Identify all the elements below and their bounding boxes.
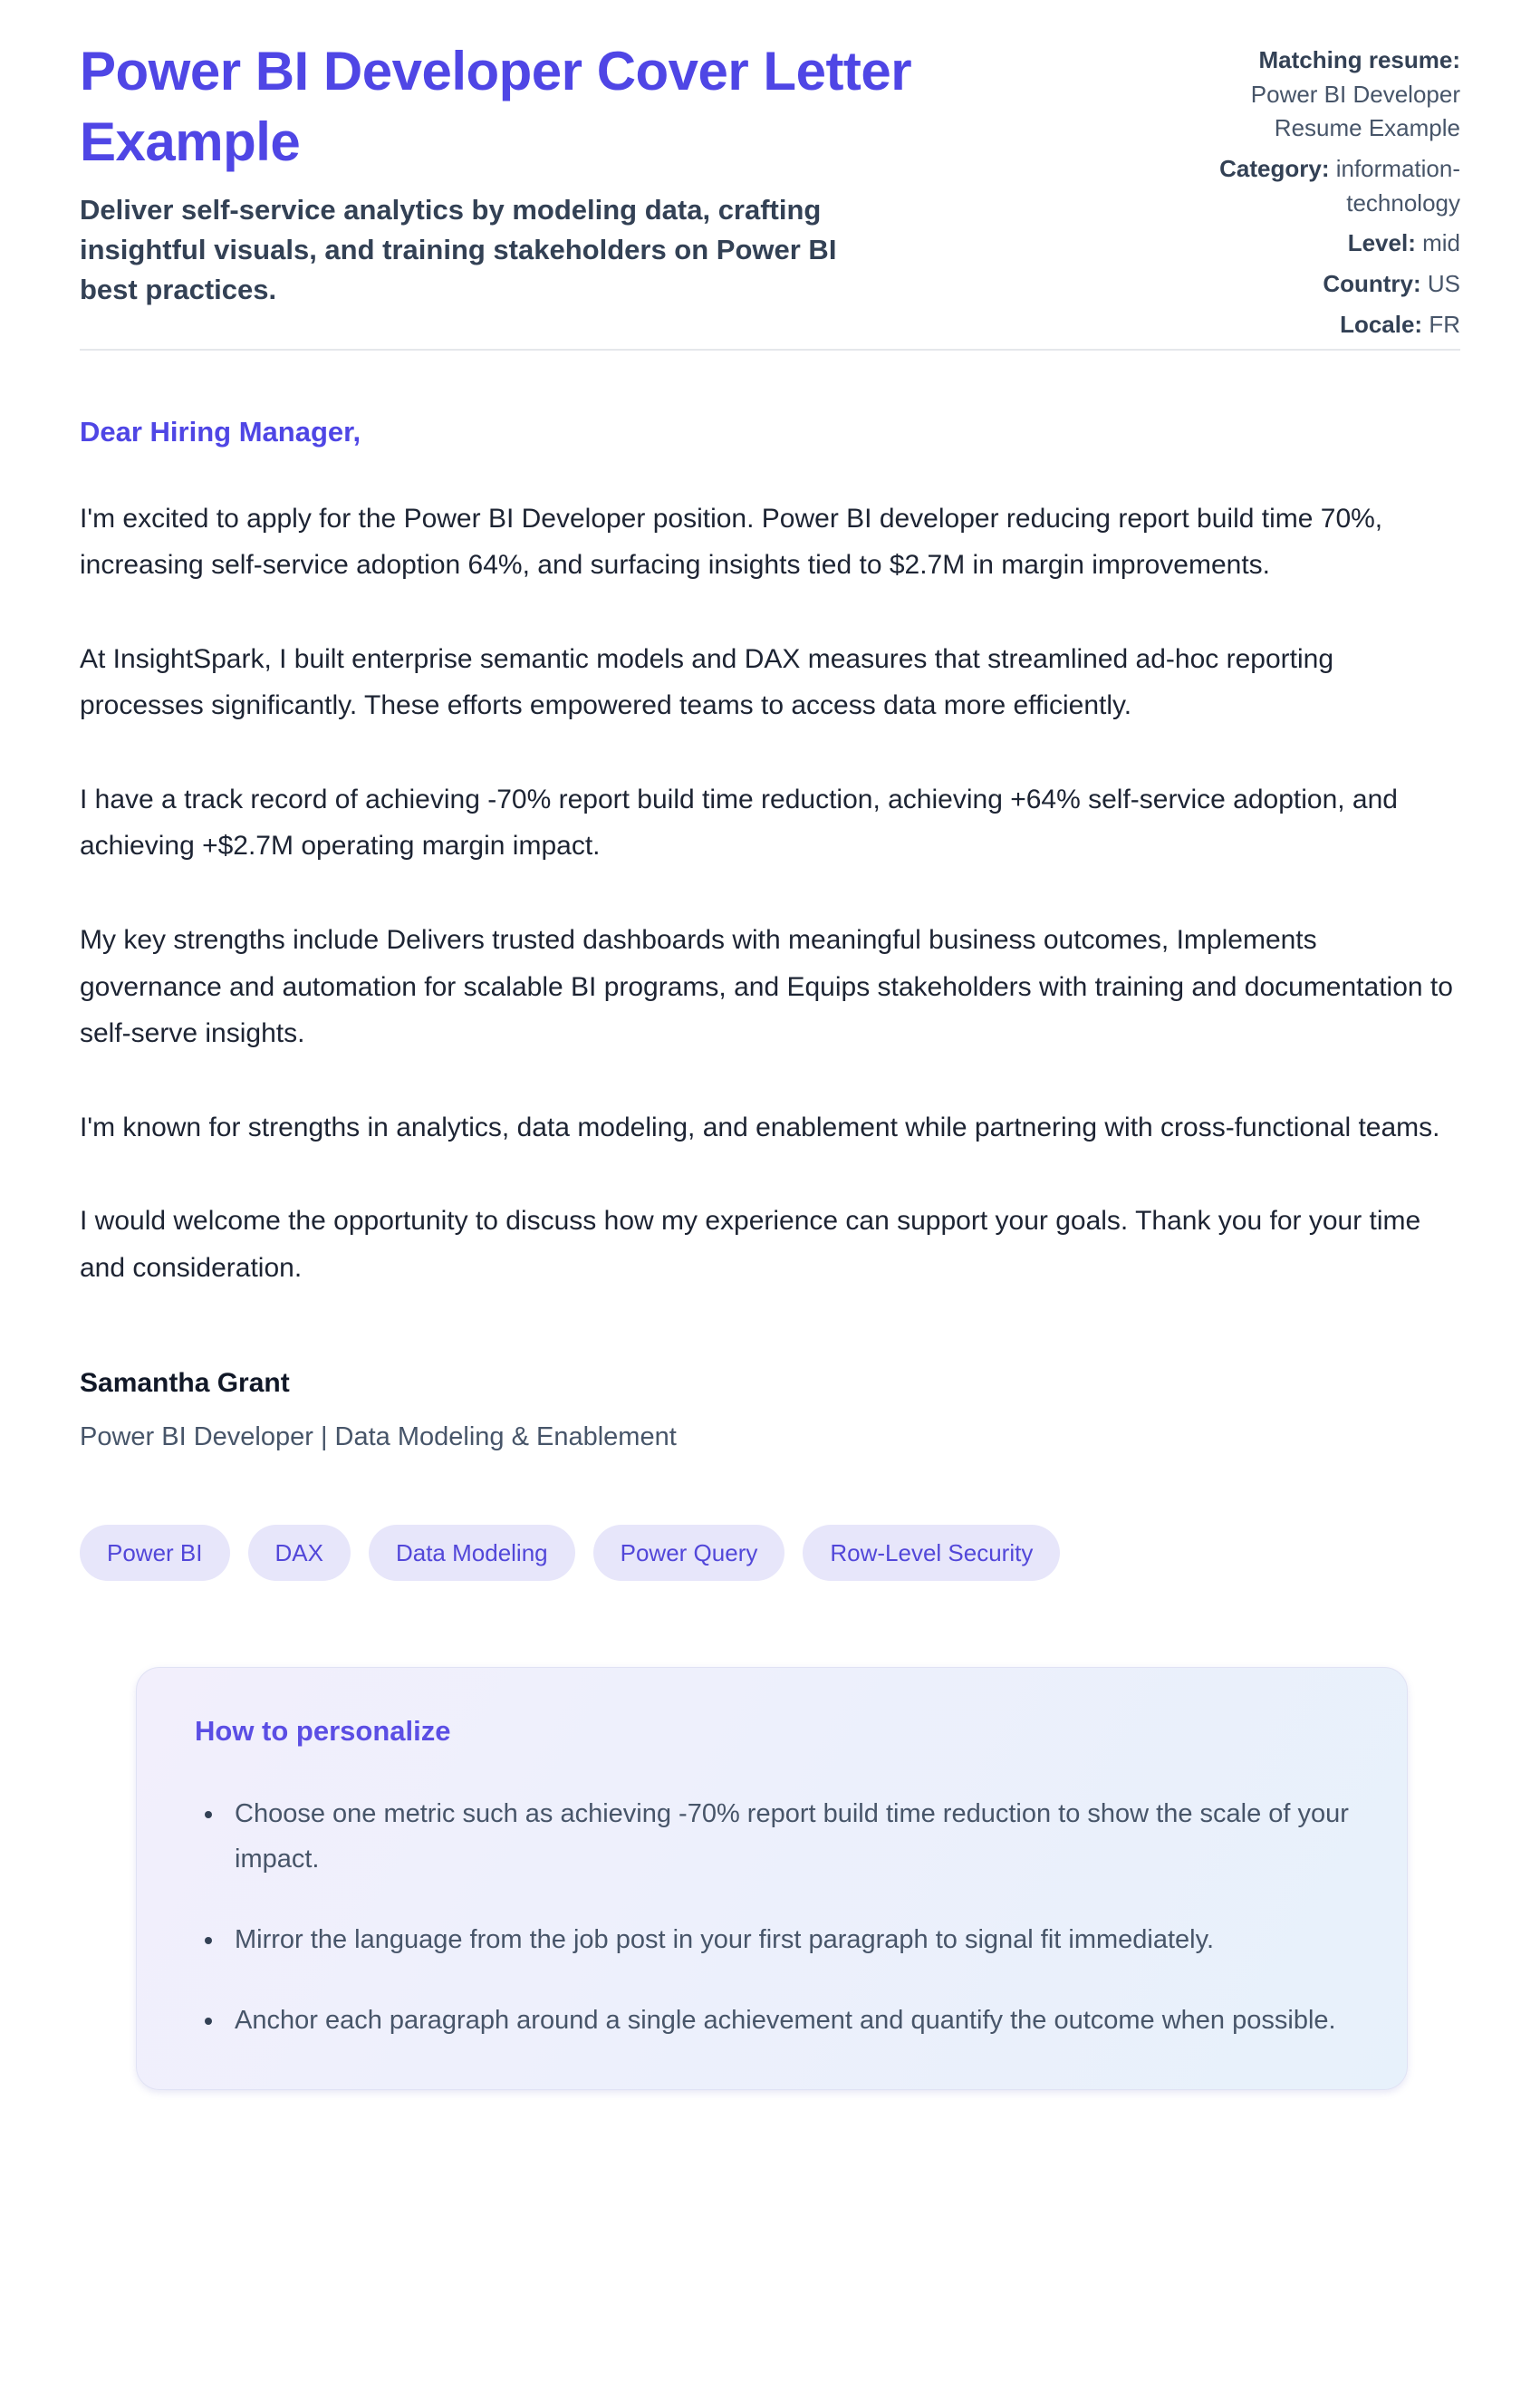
meta-country [1189,267,1460,302]
tip-item: • Mirror the language from the job post in your first paragraph to signal fit immediately. [226,1917,1349,1963]
how-to-personalize-box [136,1667,1408,2090]
greeting: Dear Hiring Manager, [80,415,361,448]
header-divider [80,349,1460,351]
meta-locale-label: Locale: [1340,310,1423,338]
letter-body [80,416,1460,2090]
skill-tag: Power Query [593,1525,785,1581]
skill-tag: Power BI [80,1525,230,1581]
page-title: Power BI Developer Cover Letter Example [80,41,912,172]
tips-list [195,1791,1349,2044]
tip-item: • Anchor each paragraph around a single achievement and quantify the outcome when possible. [226,1998,1349,2044]
meta-category-value: information-technology [1335,155,1460,217]
meta-level-label: Level: [1347,229,1416,257]
header-title-block [80,36,1131,342]
skill-tag: Row-Level Security [803,1525,1060,1581]
letter-paragraph: My key strengths include Delivers trusted dashboards with meaningful business outcomes, Implements governance and automation for scalable BI programs, and Equips stakeholders with training and documentation to self-serve insights. [80,925,1453,1049]
skill-tag: Data Modeling [369,1525,575,1581]
meta-locale-value: FR [1429,310,1460,338]
meta-category [1189,152,1460,220]
tips-title: How to personalize [195,1714,451,1747]
letter-paragraph: I'm known for strengths in analytics, data modeling, and enablement while partnering with cross-functional teams. [80,1112,1440,1142]
meta-panel [1189,36,1460,349]
letter-paragraph: I'm excited to apply for the Power BI Developer position. Power BI developer reducing report build time 70%, increasing self-service adoption 64%, and surfacing insights tied to $2.7M in margin improvements. [80,503,1383,581]
signature-name: Samantha Grant [80,1367,290,1398]
meta-matching-resume-value: Power BI Developer Resume Example [1250,80,1460,142]
page-subtitle: Deliver self-service analytics by modeling data, crafting insightful visuals, and training stakeholders on Power BI best practices. [80,194,837,306]
meta-level [1189,226,1460,261]
meta-locale [1189,308,1460,342]
header [80,36,1460,349]
skill-tag: DAX [248,1525,351,1581]
letter-paragraph: I have a track record of achieving -70% report build time reduction, achieving +64% self-service adoption, and achieving +$2.7M operating margin impact. [80,784,1398,862]
letter-paragraph: At InsightSpark, I built enterprise semantic models and DAX measures that streamlined ad-hoc reporting processes significantly. These efforts empowered teams to access data more efficiently. [80,643,1334,721]
tip-item: • Choose one metric such as achieving -70% report build time reduction to show the scale of your impact. [226,1791,1349,1884]
letter-paragraph: I would welcome the opportunity to discuss how my experience can support your goals. Thank you for your time and consideration. [80,1206,1421,1284]
meta-country-value: US [1427,270,1460,298]
skill-tags [80,1525,1460,1581]
signature-title: Power BI Developer | Data Modeling & Enablement [80,1421,677,1451]
meta-matching-resume [1189,43,1460,146]
meta-level-value: mid [1422,229,1460,257]
meta-country-label: Country: [1323,270,1421,298]
meta-matching-resume-label: Matching resume: [1258,46,1460,73]
meta-category-label: Category: [1219,155,1330,183]
